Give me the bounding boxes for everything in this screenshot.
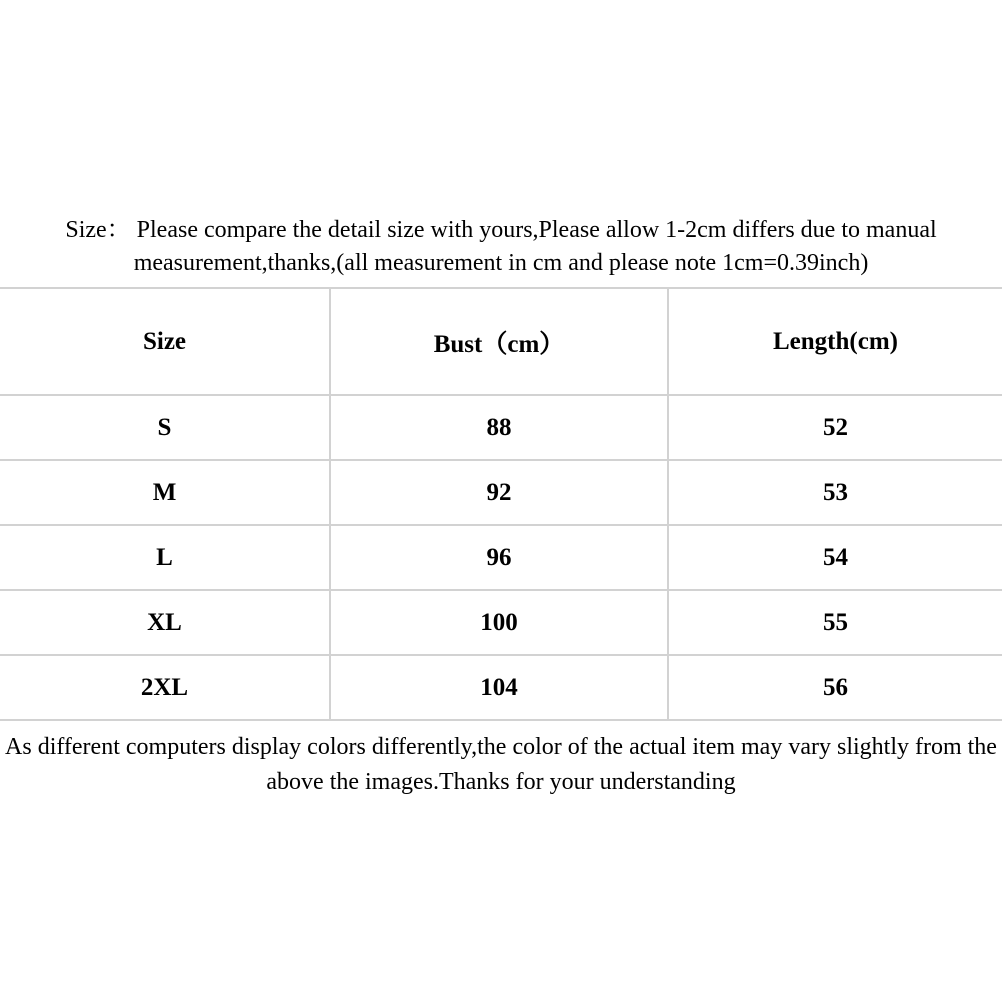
cell-length: 56 (668, 655, 1002, 720)
table-row-2xl (0, 655, 1002, 720)
table-row-l (0, 525, 1002, 590)
cell-length: 52 (668, 395, 1002, 460)
col-header-bust: Bust（cm） (330, 288, 668, 395)
table-row-m (0, 460, 1002, 525)
col-header-length: Length(cm) (668, 288, 1002, 395)
color-disclaimer-line2: above the images.Thanks for your understanding (266, 769, 736, 795)
measurement-note-line2: measurement,thanks,(all measurement in cm and please note 1cm=0.39inch) (133, 250, 869, 276)
cell-size: S (157, 413, 172, 441)
cell-bust: 104 (330, 655, 668, 720)
cell-size: 2XL (140, 673, 189, 701)
cell-bust: 88 (330, 395, 668, 460)
cell-size: L (156, 543, 173, 571)
table-row-s (0, 395, 1002, 460)
cell-length: 55 (668, 590, 1002, 655)
cell-bust: 96 (330, 525, 668, 590)
size-table (0, 287, 1002, 721)
cell-bust: 100 (330, 590, 668, 655)
col-header-size: Size (142, 327, 187, 355)
measurement-note (0, 214, 1002, 280)
color-disclaimer-line1: As different computers display colors differently,the color of the actual item may vary slightly from the (5, 734, 997, 760)
color-disclaimer (0, 730, 1002, 800)
cell-length: 53 (668, 460, 1002, 525)
cell-size: XL (147, 608, 182, 636)
size-table-header-row (0, 288, 1002, 395)
cell-bust: 92 (330, 460, 668, 525)
cell-length: 54 (668, 525, 1002, 590)
measurement-note-line1: Size： Please compare the detail size with yours,Please allow 1-2cm differs due to manual (65, 217, 937, 243)
table-row-xl (0, 590, 1002, 655)
cell-size: M (152, 478, 177, 506)
